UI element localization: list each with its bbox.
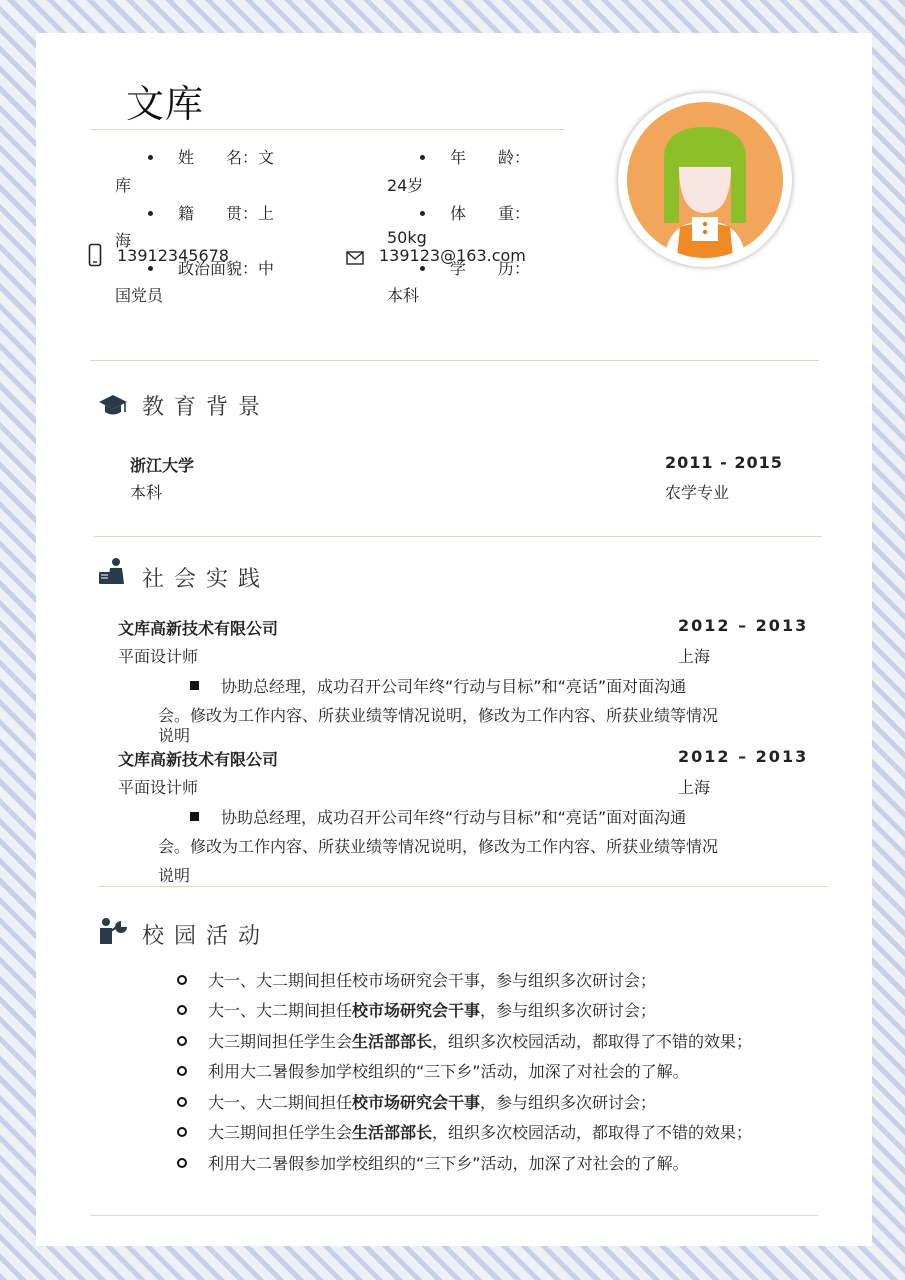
practice-period: 2012 – 2013 (678, 616, 809, 635)
resume-page (36, 33, 872, 1246)
avatar-illustration (618, 93, 792, 267)
resume-name: 文库 (126, 82, 205, 126)
square-bullet (190, 812, 199, 821)
info-weight-label: 体 重： (450, 204, 531, 223)
info-origin: 籍 贯：上 (178, 204, 275, 223)
list-item: 大三期间担任学生会生活部部长，组织多次校园活动，都取得了不错的效果； (208, 1032, 753, 1051)
practice-company: 文库高新技术有限公司 (118, 619, 279, 638)
worker-icon (98, 557, 128, 585)
square-bullet (190, 681, 199, 690)
bullet (148, 266, 153, 271)
info-edu-value: 本科 (387, 286, 420, 305)
info-age-value: 24岁 (387, 176, 424, 195)
section-divider (98, 886, 827, 887)
info-age-label: 年 龄： (450, 148, 531, 167)
bullet (420, 155, 425, 160)
phone-number[interactable]: 13912345678 (117, 246, 229, 265)
bullet (420, 266, 425, 271)
practice-description: 协助总经理，成功召开公司年终“行动与目标”和“亮话”面对面沟通 会。修改为工作内容、所获业绩等情况说明，修改为工作内容、所获业绩等情况 说明 (158, 677, 719, 745)
campus-title: 校园活动 (142, 924, 271, 949)
info-weight-value: 50kg (387, 228, 427, 247)
info-politics: 政治面貌：中 (178, 259, 275, 278)
bullet (148, 211, 153, 216)
info-name: 姓 名：文 (178, 148, 275, 167)
circle-bullet (177, 1097, 187, 1107)
graduation-cap-icon (98, 393, 128, 417)
school-name: 浙江大学 (130, 456, 195, 475)
section-divider (94, 536, 822, 537)
list-item: 利用大二暑假参加学校组织的“三下乡”活动，加深了对社会的了解。 (208, 1062, 689, 1081)
info-origin-cont: 海 (115, 231, 132, 250)
circle-bullet (177, 1066, 187, 1076)
list-item: 利用大二暑假参加学校组织的“三下乡”活动，加深了对社会的了解。 (208, 1154, 689, 1173)
circle-bullet (177, 1127, 187, 1137)
practice-role: 平面设计师 (118, 778, 199, 797)
phone-icon (88, 243, 102, 267)
header-divider (90, 129, 564, 130)
info-edu-label: 学 历： (450, 259, 531, 278)
education-major: 农学专业 (665, 483, 730, 502)
list-item: 大三期间担任学生会生活部部长，组织多次校园活动，都取得了不错的效果； (208, 1123, 753, 1142)
footer-divider (90, 1215, 818, 1216)
circle-bullet (177, 1158, 187, 1168)
practice-period: 2012 – 2013 (678, 747, 809, 766)
info-politics-cont: 国党员 (115, 286, 164, 305)
circle-bullet (177, 1036, 187, 1046)
list-item: 大一、大二期间担任校市场研究会干事，参与组织多次研讨会； (208, 971, 657, 990)
education-degree: 本科 (130, 483, 163, 502)
list-item: 大一、大二期间担任校市场研究会干事，参与组织多次研讨会； (208, 1001, 657, 1020)
practice-title: 社会实践 (142, 567, 271, 592)
list-item: 大一、大二期间担任校市场研究会干事，参与组织多次研讨会； (208, 1093, 657, 1112)
mail-icon (346, 251, 364, 265)
avatar (618, 93, 792, 267)
practice-role: 平面设计师 (118, 647, 199, 666)
practice-company: 文库高新技术有限公司 (118, 750, 279, 769)
circle-bullet (177, 1005, 187, 1015)
education-title: 教育背景 (142, 395, 271, 420)
email-address[interactable]: 139123@163.com (379, 246, 526, 265)
practice-location: 上海 (678, 778, 711, 797)
bullet (148, 155, 153, 160)
education-period: 2011 - 2015 (665, 453, 783, 472)
circle-bullet (177, 975, 187, 985)
info-name-cont: 库 (115, 176, 132, 195)
bullet (420, 211, 425, 216)
presenter-icon (98, 917, 128, 945)
practice-description: 协助总经理，成功召开公司年终“行动与目标”和“亮话”面对面沟通 会。修改为工作内容、所获业绩等情况说明，修改为工作内容、所获业绩等情况 说明 (158, 808, 719, 885)
section-divider (90, 360, 819, 361)
practice-location: 上海 (678, 647, 711, 666)
